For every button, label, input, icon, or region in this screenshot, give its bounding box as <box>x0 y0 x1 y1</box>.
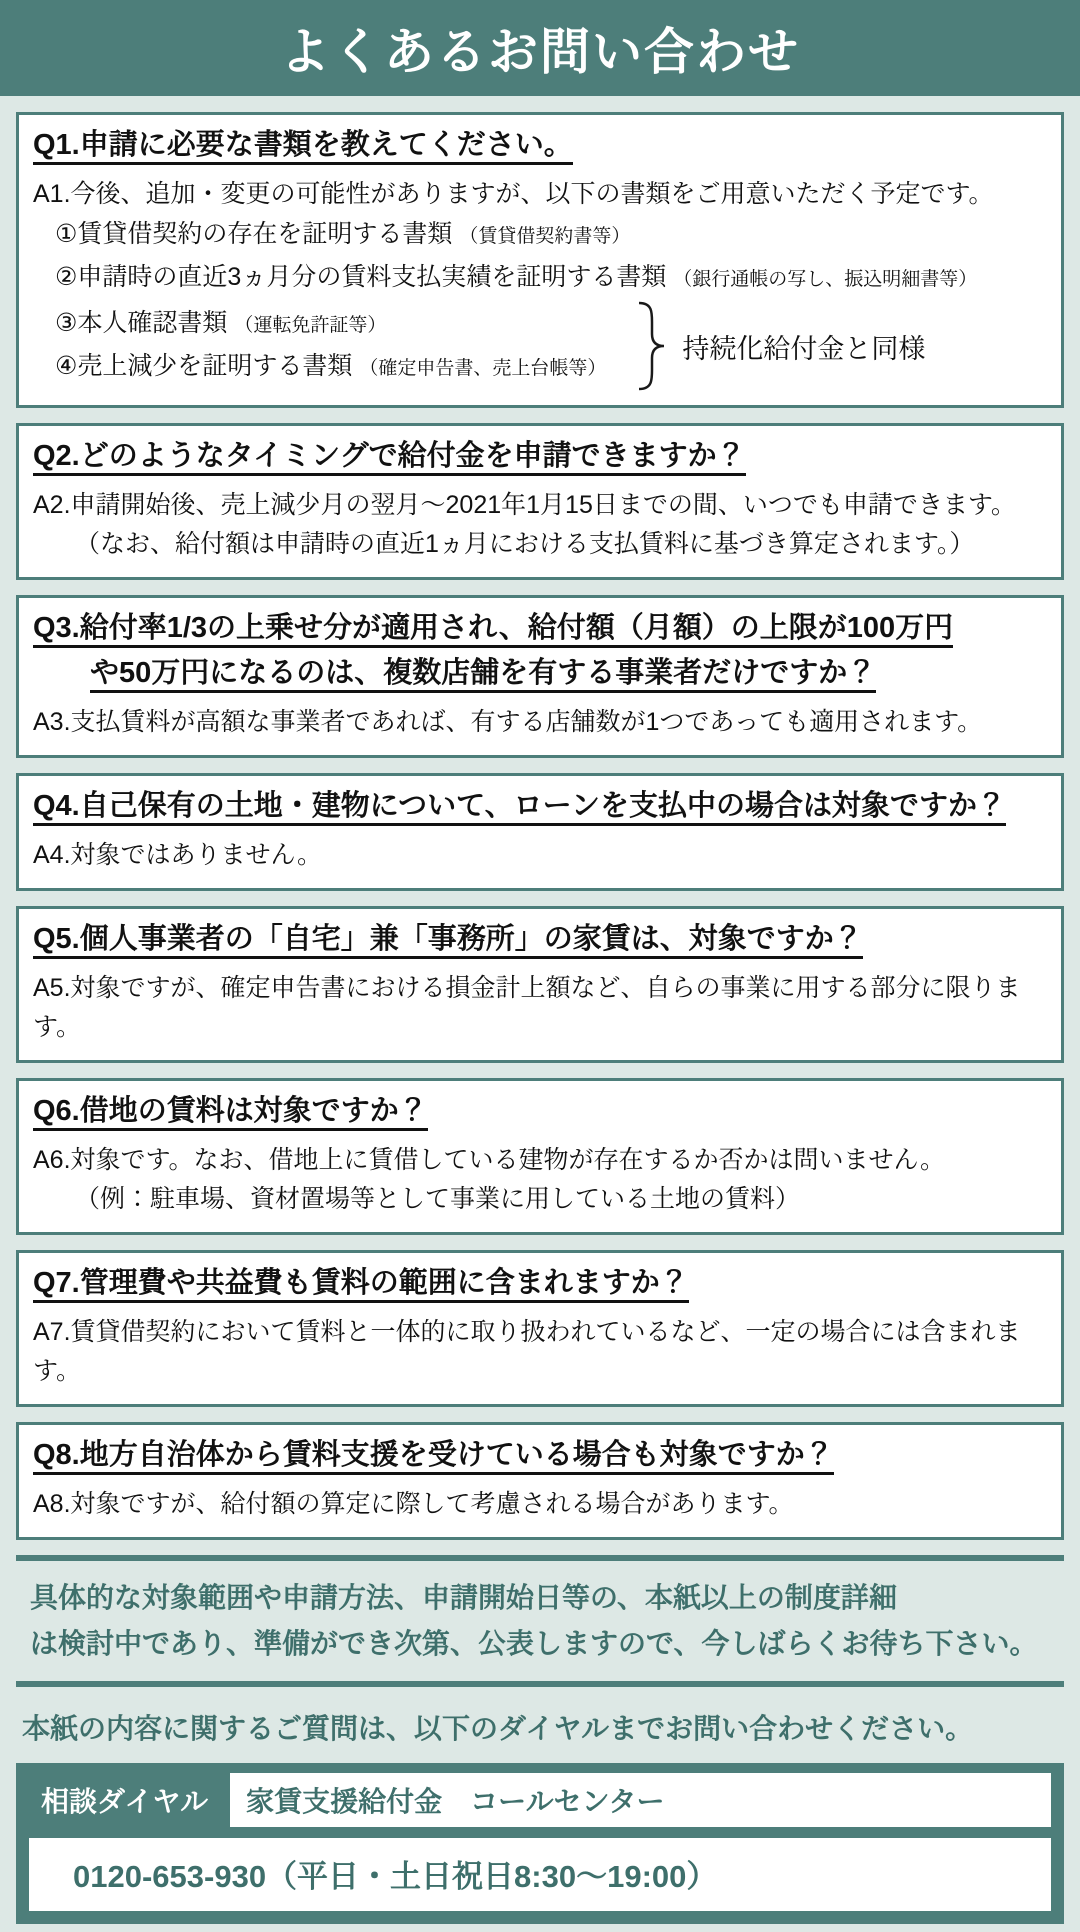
answer-3: A3.支払賃料が高額な事業者であれば、有する店舗数が1つであっても適用されます。 <box>33 708 983 736</box>
question-3-line1-text: Q3.給付率1/3の上乗せ分が適用され、給付額（月額）の上限が100万円 <box>33 612 953 648</box>
doc-items-3-4-row <box>33 300 1047 392</box>
question-1 <box>33 123 1047 168</box>
notice-line-2: は検討中であり、準備ができ次第、公表しますので、今しばらくお待ち下さい。 <box>30 1628 1038 1659</box>
question-7 <box>33 1261 1047 1306</box>
question-6 <box>33 1089 1047 1134</box>
doc-item-1-note: （賃貸借契約書等） <box>459 226 631 247</box>
qa-box-4 <box>16 773 1064 891</box>
question-3-line2 <box>90 651 1047 696</box>
answer-8: A8.対象ですが、給付額の算定に際して考慮される場合があります。 <box>33 1490 794 1518</box>
notice-text <box>16 1561 1064 1681</box>
answer-4: A4.対象ではありません。 <box>33 841 323 869</box>
content <box>0 96 1080 1924</box>
answer-7: A7.賃貸借契約において賃料と一体的に取り扱われているなど、一定の場合には含まれます。 <box>33 1318 1021 1385</box>
contact-banner <box>16 1763 1064 1924</box>
answer-6-line1: A6.対象です。なお、借地上に賃借している建物が存在するか否かは問いません。 <box>33 1146 946 1174</box>
qa-box-1 <box>16 112 1064 408</box>
doc-item-3-note: （運転免許証等） <box>234 315 387 336</box>
phone-number: 0120-653-930（平日・土日祝日8:30～19:00） <box>29 1838 1051 1911</box>
contact-row <box>29 1773 1051 1827</box>
call-center-name: 家賃支援給付金 コールセンター <box>230 1773 1051 1827</box>
curly-brace-icon <box>636 300 666 392</box>
qa-box-5 <box>16 906 1064 1063</box>
page-header <box>0 0 1080 96</box>
doc-item-2 <box>55 257 1047 300</box>
qa-box-6 <box>16 1078 1064 1235</box>
page-title: よくあるお問い合わせ <box>280 24 800 80</box>
notice-section <box>16 1555 1064 1687</box>
qa-box-2 <box>16 423 1064 580</box>
question-2 <box>33 434 1047 479</box>
doc-item-2-note: （銀行通帳の写し、振込明細書等） <box>673 269 978 290</box>
question-3-line2-text: や50万円になるのは、複数店舗を有する事業者だけですか？ <box>90 657 876 693</box>
answer-2-line2: （なお、給付額は申請時の直近1ヵ月における支払賃料に基づき算定されます。） <box>75 530 975 558</box>
answer-6-line2: （例：駐車場、資材置場等として事業に用している土地の賃料） <box>75 1185 801 1213</box>
notice-rule-bottom <box>16 1681 1064 1687</box>
doc-item-3 <box>55 303 606 346</box>
qa-box-3 <box>16 595 1064 758</box>
qa-box-8 <box>16 1422 1064 1540</box>
question-2-text: Q2.どのようなタイミングで給付金を申請できますか？ <box>33 440 746 476</box>
doc-item-4 <box>55 346 606 389</box>
doc-item-2-main: ②申請時の直近3ヵ月分の賃料支払実績を証明する書類 <box>55 263 667 291</box>
question-5-text: Q5.個人事業者の「自宅」兼「事務所」の家賃は、対象ですか？ <box>33 923 863 959</box>
doc-item-3-main: ③本人確認書類 <box>55 309 228 337</box>
notice-line-1: 具体的な対象範囲や申請方法、申請開始日等の、本紙以上の制度詳細 <box>30 1582 897 1613</box>
question-5 <box>33 917 1047 962</box>
doc-item-4-main: ④売上減少を証明する書類 <box>55 352 353 380</box>
question-4-text: Q4.自己保有の土地・建物について、ローンを支払中の場合は対象ですか？ <box>33 790 1006 826</box>
doc-item-4-note: （確定申告書、売上台帳等） <box>359 358 607 379</box>
contact-label: 相談ダイヤル <box>41 1786 209 1817</box>
document-list <box>55 214 1047 300</box>
answer-2-line1: A2.申請開始後、売上減少月の翌月～2021年1月15日までの間、いつでも申請できます。 <box>33 491 1016 519</box>
question-4 <box>33 784 1047 829</box>
answer-5: A5.対象ですが、確定申告書における損金計上額など、自らの事業に用する部分に限ります。 <box>33 974 1021 1041</box>
doc-items-3-4 <box>55 303 606 389</box>
question-7-text: Q7.管理費や共益費も賃料の範囲に含まれますか？ <box>33 1267 689 1303</box>
question-8 <box>33 1433 1047 1478</box>
answer-1: A1.今後、追加・変更の可能性がありますが、以下の書類をご用意いただく予定です。 <box>33 180 994 208</box>
question-1-text: Q1.申請に必要な書類を教えてください。 <box>33 129 573 165</box>
bracket-note: 持続化給付金と同様 <box>682 333 926 364</box>
qa-box-7 <box>16 1250 1064 1407</box>
inquiry-text: 本紙の内容に関するご質問は、以下のダイヤルまでお問い合わせください。 <box>22 1713 974 1744</box>
doc-item-1 <box>55 214 1047 257</box>
doc-item-1-main: ①賃貸借契約の存在を証明する書類 <box>55 220 453 248</box>
question-3-line1 <box>33 606 1047 651</box>
question-6-text: Q6.借地の賃料は対象ですか？ <box>33 1095 428 1131</box>
question-8-text: Q8.地方自治体から賃料支援を受けている場合も対象ですか？ <box>33 1439 834 1475</box>
